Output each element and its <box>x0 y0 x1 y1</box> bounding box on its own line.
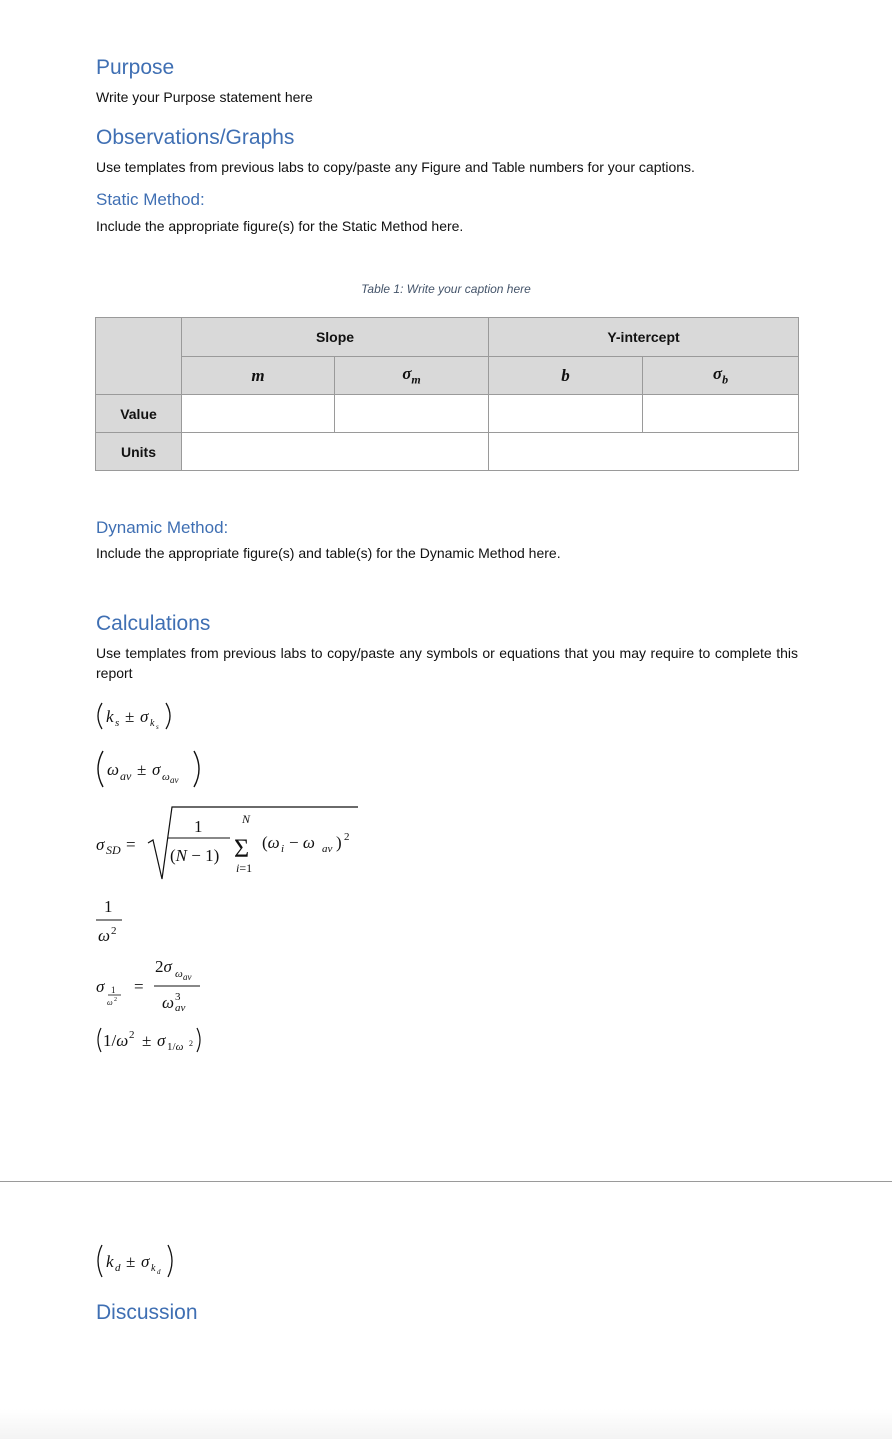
svg-text:±: ± <box>137 760 147 779</box>
svg-text:ω: ω <box>162 993 175 1012</box>
units-slope-cell[interactable] <box>182 433 489 471</box>
svg-text:±: ± <box>142 1031 152 1050</box>
svg-text:1/ω: 1/ω <box>167 1041 184 1053</box>
value-sigma-m-cell[interactable] <box>335 395 489 433</box>
svg-text:(ω: (ω <box>262 833 280 852</box>
svg-text:k: k <box>151 1263 156 1274</box>
table-caption[interactable]: Table 1: Write your caption here <box>361 282 531 296</box>
svg-text:±: ± <box>125 707 135 726</box>
svg-text:1: 1 <box>104 897 113 916</box>
svg-text:d: d <box>157 1268 161 1276</box>
units-row-header: Units <box>96 433 182 471</box>
svg-text:k: k <box>106 1252 114 1271</box>
dynamic-method-text[interactable]: Include the appropriate figure(s) and table(s) for the Dynamic Method here. <box>96 545 561 561</box>
b-header: b <box>489 357 643 395</box>
svg-text:σ: σ <box>157 1031 166 1050</box>
svg-text:av: av <box>175 1002 186 1014</box>
svg-text:1: 1 <box>111 985 116 995</box>
equation-ks[interactable] <box>98 703 170 731</box>
svg-text:− ω: − ω <box>289 833 315 852</box>
svg-text:σ: σ <box>140 707 149 726</box>
svg-text:2: 2 <box>344 831 350 843</box>
equations-block <box>90 695 390 1065</box>
svg-text:s: s <box>115 717 120 729</box>
svg-text:av: av <box>322 843 333 855</box>
static-method-heading: Static Method: <box>96 190 205 209</box>
svg-text:ω: ω <box>175 968 183 980</box>
purpose-heading: Purpose <box>96 56 175 79</box>
table-corner-cell <box>96 318 182 395</box>
equation-inverse-omega-squared[interactable] <box>96 897 122 945</box>
value-m-cell[interactable] <box>182 395 335 433</box>
sigma-m-header: $\sigma_m$ <box>335 357 489 395</box>
svg-text:3: 3 <box>175 991 181 1003</box>
dynamic-method-heading: Dynamic Method: <box>96 518 229 537</box>
equation-omega-av[interactable] <box>98 751 199 787</box>
svg-text:1/ω: 1/ω <box>103 1031 129 1050</box>
static-method-text[interactable]: Include the appropriate figure(s) for the Static Method here. <box>96 218 464 234</box>
svg-text:av: av <box>170 775 179 785</box>
equation-kd[interactable] <box>90 1240 210 1284</box>
svg-text:±: ± <box>126 1252 136 1271</box>
svg-text:σ: σ <box>141 1252 150 1271</box>
svg-text:ω: ω <box>162 771 170 783</box>
svg-text:s: s <box>156 723 159 731</box>
equation-sigma-inverse-omega[interactable] <box>96 957 200 1014</box>
purpose-text[interactable]: Write your Purpose statement here <box>96 89 313 105</box>
svg-text:(N − 1): (N − 1) <box>170 846 220 865</box>
svg-text:Σ: Σ <box>234 834 250 863</box>
svg-text:=: = <box>134 977 144 996</box>
sigma-b-header: $\sigma_b$ <box>643 357 799 395</box>
m-header: m <box>182 357 335 395</box>
calculations-text[interactable]: Use templates from previous labs to copy/paste any symbols or equations that you may require to complete this report <box>96 645 798 681</box>
value-sigma-b-cell[interactable] <box>643 395 799 433</box>
svg-text:k: k <box>150 718 155 729</box>
units-intercept-cell[interactable] <box>489 433 799 471</box>
svg-text:2: 2 <box>111 925 117 937</box>
svg-text:2σ: 2σ <box>155 957 172 976</box>
equation-inverse-omega-pair[interactable] <box>98 1028 200 1053</box>
svg-text:av: av <box>183 972 192 982</box>
svg-text:k: k <box>106 707 114 726</box>
svg-text:av: av <box>120 769 132 783</box>
svg-text:): ) <box>336 833 342 852</box>
svg-text:d: d <box>115 1262 121 1274</box>
discussion-heading: Discussion <box>96 1301 198 1324</box>
svg-text:N: N <box>242 812 251 826</box>
value-b-cell[interactable] <box>489 395 643 433</box>
svg-text:=: = <box>126 835 136 854</box>
svg-text:i: i <box>281 843 285 855</box>
svg-text:i=1: i=1 <box>236 861 253 875</box>
svg-text:2: 2 <box>129 1029 135 1041</box>
y-intercept-header: Y-intercept <box>489 318 799 357</box>
svg-text:σ: σ <box>96 835 105 854</box>
observations-heading: Observations/Graphs <box>96 126 295 149</box>
svg-text:2: 2 <box>189 1039 193 1048</box>
slope-header: Slope <box>182 318 489 357</box>
svg-text:1: 1 <box>194 817 203 836</box>
page-break-line <box>0 1181 892 1182</box>
page-bottom-shade <box>0 1409 892 1439</box>
svg-text:ω: ω <box>98 926 111 945</box>
svg-text:2: 2 <box>114 997 117 1003</box>
svg-text:σ: σ <box>96 977 105 996</box>
svg-text:ω: ω <box>107 998 113 1007</box>
svg-text:ω: ω <box>107 760 120 779</box>
results-table <box>95 317 799 471</box>
calculations-heading: Calculations <box>96 612 211 635</box>
value-row-header: Value <box>96 395 182 433</box>
svg-text:SD: SD <box>106 843 121 857</box>
observations-text[interactable]: Use templates from previous labs to copy/paste any Figure and Table numbers for your captions. <box>96 159 695 175</box>
svg-text:σ: σ <box>152 760 161 779</box>
equation-sigma-sd[interactable] <box>96 807 358 879</box>
